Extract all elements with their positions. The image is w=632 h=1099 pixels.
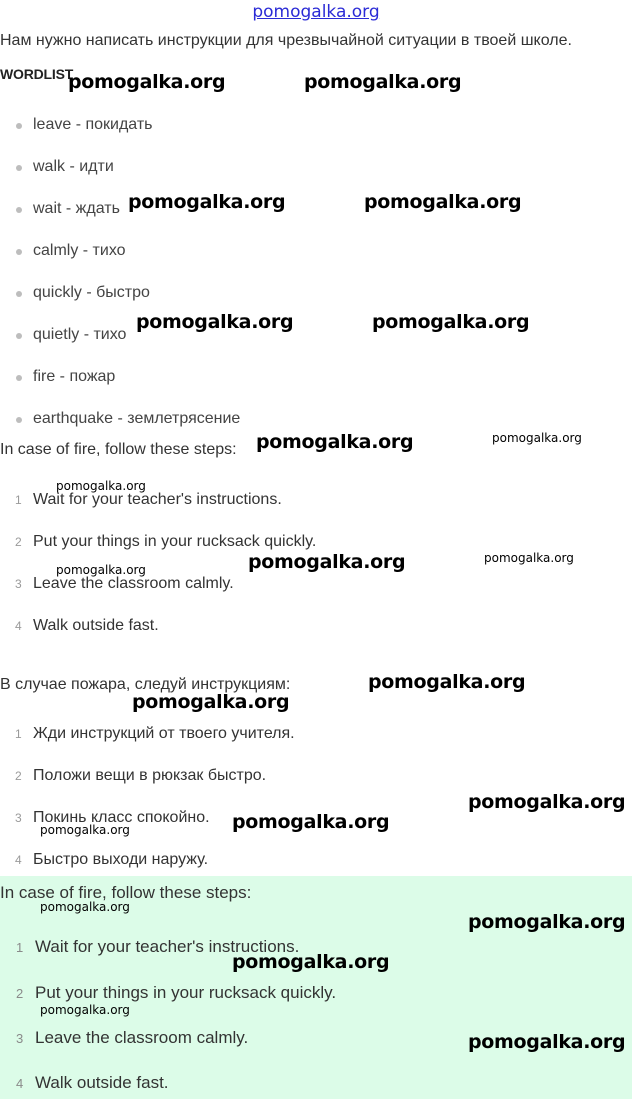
watermark: pomogalka.org — [304, 71, 462, 93]
watermark: pomogalka.org — [40, 900, 130, 914]
watermark: pomogalka.org — [56, 479, 146, 493]
watermark: pomogalka.org — [40, 823, 130, 837]
watermark: pomogalka.org — [56, 563, 146, 577]
step-number: 2 — [15, 535, 22, 549]
step-number: 4 — [16, 1076, 24, 1091]
word-item: leave - покидать — [33, 116, 153, 133]
russian-heading: В случае пожара, следуй инструкциям: — [0, 676, 291, 693]
intro-text: Нам нужно написать инструкции для чрезвычайной ситуации в твоей школе. — [0, 32, 572, 49]
watermark: pomogalka.org — [132, 691, 290, 713]
word-item: quickly - быстро — [33, 284, 150, 301]
step-number: 4 — [15, 619, 22, 633]
watermark: pomogalka.org — [136, 311, 294, 333]
site-link[interactable]: pomogalka.org — [252, 2, 380, 22]
bullet-icon — [16, 165, 22, 171]
step-text: Покинь класс спокойно. — [33, 809, 210, 826]
step-number: 3 — [16, 1031, 24, 1046]
step-text: Wait for your teacher's instructions. — [33, 491, 282, 508]
answer-heading: In case of fire, follow these steps: — [0, 883, 252, 902]
word-item: quietly - тихо — [33, 326, 127, 343]
step-number: 4 — [15, 853, 22, 867]
step-text: Жди инструкций от твоего учителя. — [33, 725, 295, 742]
watermark: pomogalka.org — [492, 431, 582, 445]
step-number: 1 — [16, 940, 24, 955]
step-text: Быстро выходи наружу. — [33, 851, 209, 868]
step-text: Put your things in your rucksack quickly. — [33, 533, 317, 550]
watermark: pomogalka.org — [372, 311, 530, 333]
step-text: Leave the classroom calmly. — [33, 575, 234, 592]
english-heading: In case of fire, follow these steps: — [0, 441, 237, 458]
bullet-icon — [16, 291, 22, 297]
watermark: pomogalka.org — [68, 71, 226, 93]
step-text: Положи вещи в рюкзак быстро. — [33, 767, 267, 784]
step-text: Wait for your teacher's instructions. — [35, 937, 300, 956]
bullet-icon — [16, 375, 22, 381]
step-text: Leave the classroom calmly. — [35, 1028, 249, 1047]
bullet-icon — [16, 123, 22, 129]
watermark: pomogalka.org — [368, 671, 526, 693]
word-item: fire - пожар — [33, 368, 116, 385]
step-number: 2 — [16, 986, 24, 1001]
word-item: walk - идти — [33, 158, 114, 175]
word-item: earthquake - землетрясение — [33, 410, 241, 427]
watermark: pomogalka.org — [484, 551, 574, 565]
bullet-icon — [16, 249, 22, 255]
step-number: 3 — [15, 577, 22, 591]
watermark: pomogalka.org — [468, 911, 626, 933]
watermark: pomogalka.org — [468, 1031, 626, 1053]
watermark: pomogalka.org — [248, 551, 406, 573]
step-text: Walk outside fast. — [35, 1073, 169, 1092]
watermark: pomogalka.org — [364, 191, 522, 213]
step-text: Walk outside fast. — [33, 617, 159, 634]
word-item: calmly - тихо — [33, 242, 126, 259]
bullet-icon — [16, 207, 22, 213]
watermark: pomogalka.org — [128, 191, 286, 213]
step-number: 1 — [15, 493, 22, 507]
bullet-icon — [16, 417, 22, 423]
step-number: 3 — [15, 811, 22, 825]
bullet-icon — [16, 333, 22, 339]
watermark: pomogalka.org — [40, 1003, 130, 1017]
watermark: pomogalka.org — [468, 791, 626, 813]
wordlist-title: WORDLIST — [0, 66, 74, 82]
watermark: pomogalka.org — [256, 431, 414, 453]
watermark: pomogalka.org — [232, 811, 390, 833]
word-item: wait - ждать — [33, 200, 120, 217]
step-number: 1 — [15, 727, 22, 741]
step-number: 2 — [15, 769, 22, 783]
watermark: pomogalka.org — [232, 951, 390, 973]
step-text: Put your things in your rucksack quickly. — [35, 983, 337, 1002]
